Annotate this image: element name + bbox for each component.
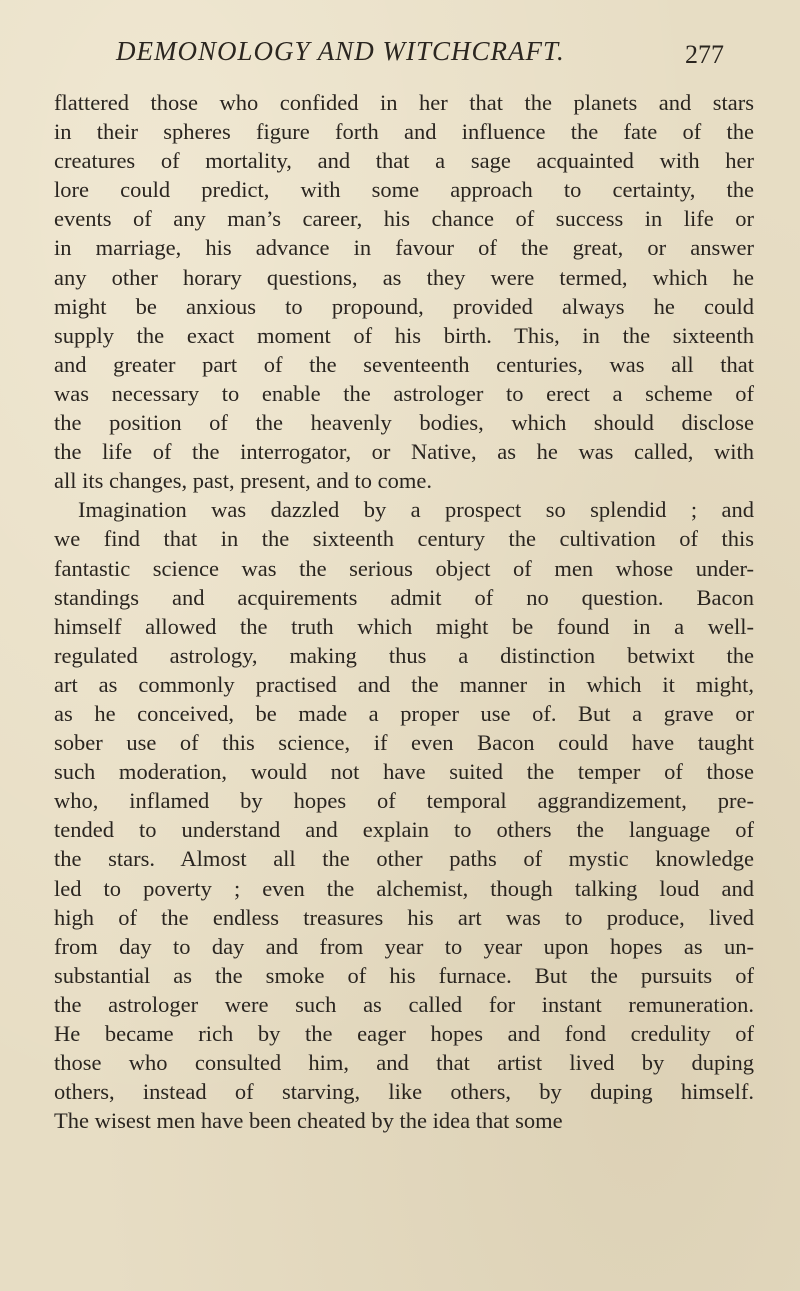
text-line: He became rich by the eager hopes and fond credulity of xyxy=(54,1021,754,1046)
text-line: lore could predict, with some approach to certainty, the xyxy=(54,177,754,203)
text-line: The wisest men have been cheated by the idea that some xyxy=(54,1108,563,1134)
running-head xyxy=(116,36,716,67)
text-line: all its changes, past, present, and to come. xyxy=(54,468,433,494)
text-line: high of the endless treasures his art was to produce, lived xyxy=(54,904,754,930)
text-line: led to poverty ; even the alchemist, though talking loud and xyxy=(54,875,754,901)
text-line: such moderation, would not have suited the temper of those xyxy=(54,759,754,785)
text-line: others, instead of starving, like others, by duping himself. xyxy=(54,1079,754,1105)
text-line: the stars. Almost all the other paths of mystic knowledge xyxy=(54,846,754,872)
text-line: was necessary to enable the astrologer to erect a scheme of xyxy=(54,380,754,406)
text-line: creatures of mortality, and that a sage acquainted with her xyxy=(54,148,754,174)
text-line: those who consulted him, and that artist lived by duping xyxy=(54,1050,754,1076)
text-line: regulated astrology, making thus a distinction betwixt the xyxy=(54,642,754,668)
text-line: we find that in the sixteenth century the cultivation of this xyxy=(54,526,754,552)
text-line: in marriage, his advance in favour of the great, or answer xyxy=(54,235,754,261)
text-line: standings and acquirements admit of no question. Bacon xyxy=(54,584,754,610)
text-line: any other horary questions, as they were termed, which he xyxy=(54,264,754,290)
text-line: as he conceived, be made a proper use of. But a grave or xyxy=(54,700,754,726)
running-title: DEMONOLOGY AND WITCHCRAFT. xyxy=(116,36,565,66)
text-line: supply the exact moment of his birth. This, in the sixteenth xyxy=(54,322,754,348)
text-line: who, inflamed by hopes of temporal aggrandizement, pre- xyxy=(54,788,754,814)
text-line: the astrologer were such as called for instant remuneration. xyxy=(54,991,754,1017)
text-line: might be anxious to propound, provided always he could xyxy=(54,293,754,319)
text-line: the life of the interrogator, or Native, as he was called, with xyxy=(54,439,754,465)
text-line: art as commonly practised and the manner in which it might, xyxy=(54,671,754,697)
text-line: himself allowed the truth which might be found in a well- xyxy=(54,613,754,639)
text-line: and greater part of the seventeenth centuries, was all that xyxy=(54,351,754,377)
text-line: Imagination was dazzled by a prospect so splendid ; and xyxy=(78,497,754,523)
text-line: flattered those who confided in her that the planets and stars xyxy=(54,90,754,115)
text-line: the position of the heavenly bodies, which should disclose xyxy=(54,410,754,436)
body-text xyxy=(54,88,754,1135)
text-line: fantastic science was the serious object of men whose under- xyxy=(54,555,754,581)
text-line: tended to understand and explain to others the language of xyxy=(54,817,754,843)
text-line: in their spheres figure forth and influence the fate of the xyxy=(54,119,754,145)
page-number: 277 xyxy=(685,40,724,69)
text-line: substantial as the smoke of his furnace. But the pursuits of xyxy=(54,962,754,988)
text-line: from day to day and from year to year upon hopes as un- xyxy=(54,933,754,959)
text-line: sober use of this science, if even Bacon could have taught xyxy=(54,730,754,756)
text-line: events of any man’s career, his chance of success in life or xyxy=(54,206,754,232)
